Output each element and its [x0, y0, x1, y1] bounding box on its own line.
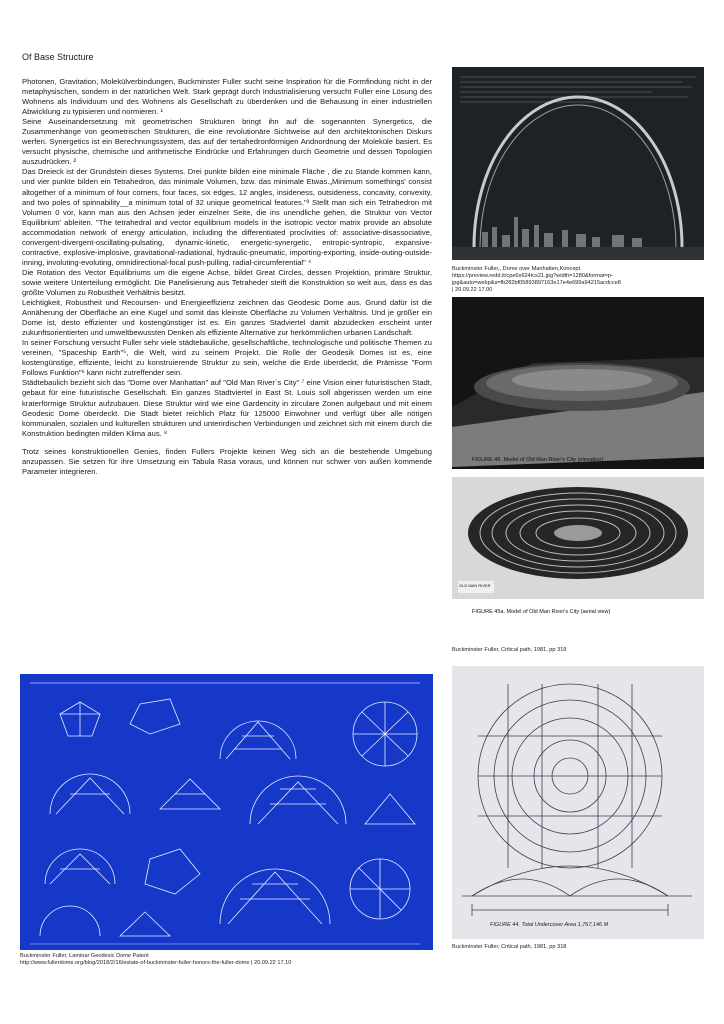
paragraph: In seiner Forschung versucht Fuller sehr viele städtebauliche, gesellschaftliche, technologische und politische Themen zu vereinen, "Spaceship Earth"⁵, die Welt, wird zu seinem Projekt. Die Rolle der Geodesik Domes ist es, eine kostengünstige, effiziente, leicht zu konstruierende Struktur zu sein, welche die Erde überdeckt, die Prämisse "Form Follows Funktion"⁶ kann nicht zutreffender sein. — [22, 338, 432, 378]
body-text — [22, 77, 432, 477]
dome-over-manhattan-image — [452, 67, 704, 260]
undercover-area-plan-image — [452, 666, 704, 939]
paragraph: Das Dreieck ist der Grundstein dieses Systems. Drei punkte bilden eine minimale Fläche , die zu Stande kommen kann, und vier punkte bilden ein Tetrahedron, das minimale Volumen, bzw. das minimale Etwas.„Minimum somethings' consist altogether of a minimum of four corners, four faces, six edges, 12 angles, insideness, outsideness, concavity, convexity, and two poles of spinnability__a minimum total of 32 unique geometrical features."³ Stellt man sich ein Tetrahedron mit Volumen 0 vor, kann man aus den Achsen jeder einzelner Seite, die ins unendliche gehen, die Struktur von Vector Equilibrium' ableiten. "The tetrahedral and vector equilibrium models in the isotropic vector matrix provide an absolute accommodation network of energy articulation, including the differentiated proclivities of: associative-disassociative, convergent-divergent-oscillating-pulsating, dynamic-kinetic, energetic-synergetic, entropic-syntropic, expansive-contractive, explosive-implosive, gravitational-radiational, hydraulic-pneumatic, importing-exporting, inside-outing-outside-inning, involuting-evoluting, omnidirectional-focal push-pulling, radial-circumferential" ⁴ — [22, 167, 432, 267]
figure-44-label: FIGURE 44. Total Undercover Area 1,767,146 M — [490, 922, 609, 928]
oldman-caption: Buckminster Fuller, Critical path, 1981, pp 319 — [452, 647, 567, 653]
figure-45a-label: FIGURE 45a. Model of Old Man River's City (aerial view) — [472, 609, 611, 615]
patent-caption: Buckminster Fuller, Laminar Geodesic Dome Patent http://www.fullerdome.org/blog/2018/2/16/estate-of-buckminster-fuller-honors-the-fuller-dome | 20.09.22 17.10 — [20, 953, 292, 966]
paragraph: Seine Auseinandersetzung mit geometrischen Strukturen bringt ihn auf die sogenannten Synergetics, die Zusammenhänge von geometrischen Strukturen, die eine revolutionäre Sichtweise auf den architektonischen Diskurs werfen. Synergetics ist ein Berechnungssystem, das auf der tertahedronförmigen Andnordnung der Moleküle basiert. Es versucht physische, chemische und arithmetische Eindrücke und Erfahrungen durch Geometrie und dessen Topologien auszudrücken. ² — [22, 117, 432, 167]
figure-45-label: FIGURE 45. Model of Old Man River's City (elevation) — [472, 457, 604, 463]
paragraph: Trotz seines konstruktionellen Genies, finden Fullers Projekte keinen Weg sich an die bestehende Umgebung anzupassen. Sie setzen für ihre Umsetzung ein Tabula Rasa voraus, und können nur schwer von außen kommende Parameter integrieren. — [22, 446, 432, 476]
paragraph: Leichtigkeit, Robustheit und Recoursen- und Energieeffizienz zeichnen das Geodesic Dome aus. Grund dafür ist die Annäherung der Oberfläche an eine Kugel und somit das kleinste Oberfläche zu Volumen Verhältnis. Und je größer ein Dome ist, desto effizienter und kostengünstiger ist es. Ein ganzes Stadviertel damit abzudecken erscheint unter zukunftsorientierten und umweltbewussten Denken als effiziente Alternative zur herkömmlichen urbanen Landschaft. — [22, 298, 432, 338]
old-man-river-model-image — [452, 297, 704, 641]
paragraph: Photonen, Gravitation, Molekülverbindungen, Buckminster Fuller sucht seine Inspiration für die Formfindung nicht in der metaphysischen, sondern in der natürlichen Welt. Stark geprägt durch Industrialisierung versucht Fuller eine Lösung des Wohnens als Individuum und des Wohnens als Gesellschaft zu überdenken und die Behausung in einer industriellen Abwicklung zu typisieren und normieren. ¹ — [22, 77, 432, 117]
geodesic-dome-patent-image — [20, 674, 433, 950]
sign-label: OLD MAN RIVER — [459, 583, 491, 588]
section-title: Of Base Structure — [22, 52, 94, 62]
manhattan-caption: Buckminster Fuller,, Dome over Manhatten,Koncept. https://preview.redd.it/cpe6x624tcs21.jpg?width=1280&format=p- jpg&auto=webp&s=fb282bf05893897163e17e4e699a94215acdcce8 | 20.09.22 17.00 — [452, 266, 621, 293]
plan-caption: Buckminster Fuller, Critical path, 1981, pp 318 — [452, 944, 567, 950]
paragraph: Städtebaulich bezieht sich das "Dome over Manhattan" auf "Old Man River´s City" ⁷ eine Vision einer futuristischen Stadt, gebaut für eine futuristische Gesellschaft. Ein ganzes Stadtviertel in East St. Louis soll abgerissen werden um eine kraterförmige Struktur aufzubauen. Diese Struktur wird wie eine Gardencity in zirculare Zonen aufgebaut und mit einem Geodesic Dome überdeckt. Die Stadt bietet reichlich Platz für 125000 Einwohner und verfügt über alle nötigen kommunalen, sozialen und kulturellen strukturen und unterirdischen Verbindungen und zeichnet sich mit einem durch die Konstruktion bedingten milden Klima aus. ⁸ — [22, 378, 432, 438]
paragraph: Die Rotation des Vector Equilibriums um die eigene Achse, bildet Great Circles, dessen Projektion, primäre Struktur, sowie weitere Unterteilung ermöglicht. Die Panelisierung aus Tetraheder steift die Konstruktion so weit aus, dass es das größte Volumen zu Robustheit Verhältnis besitzt. — [22, 267, 432, 297]
